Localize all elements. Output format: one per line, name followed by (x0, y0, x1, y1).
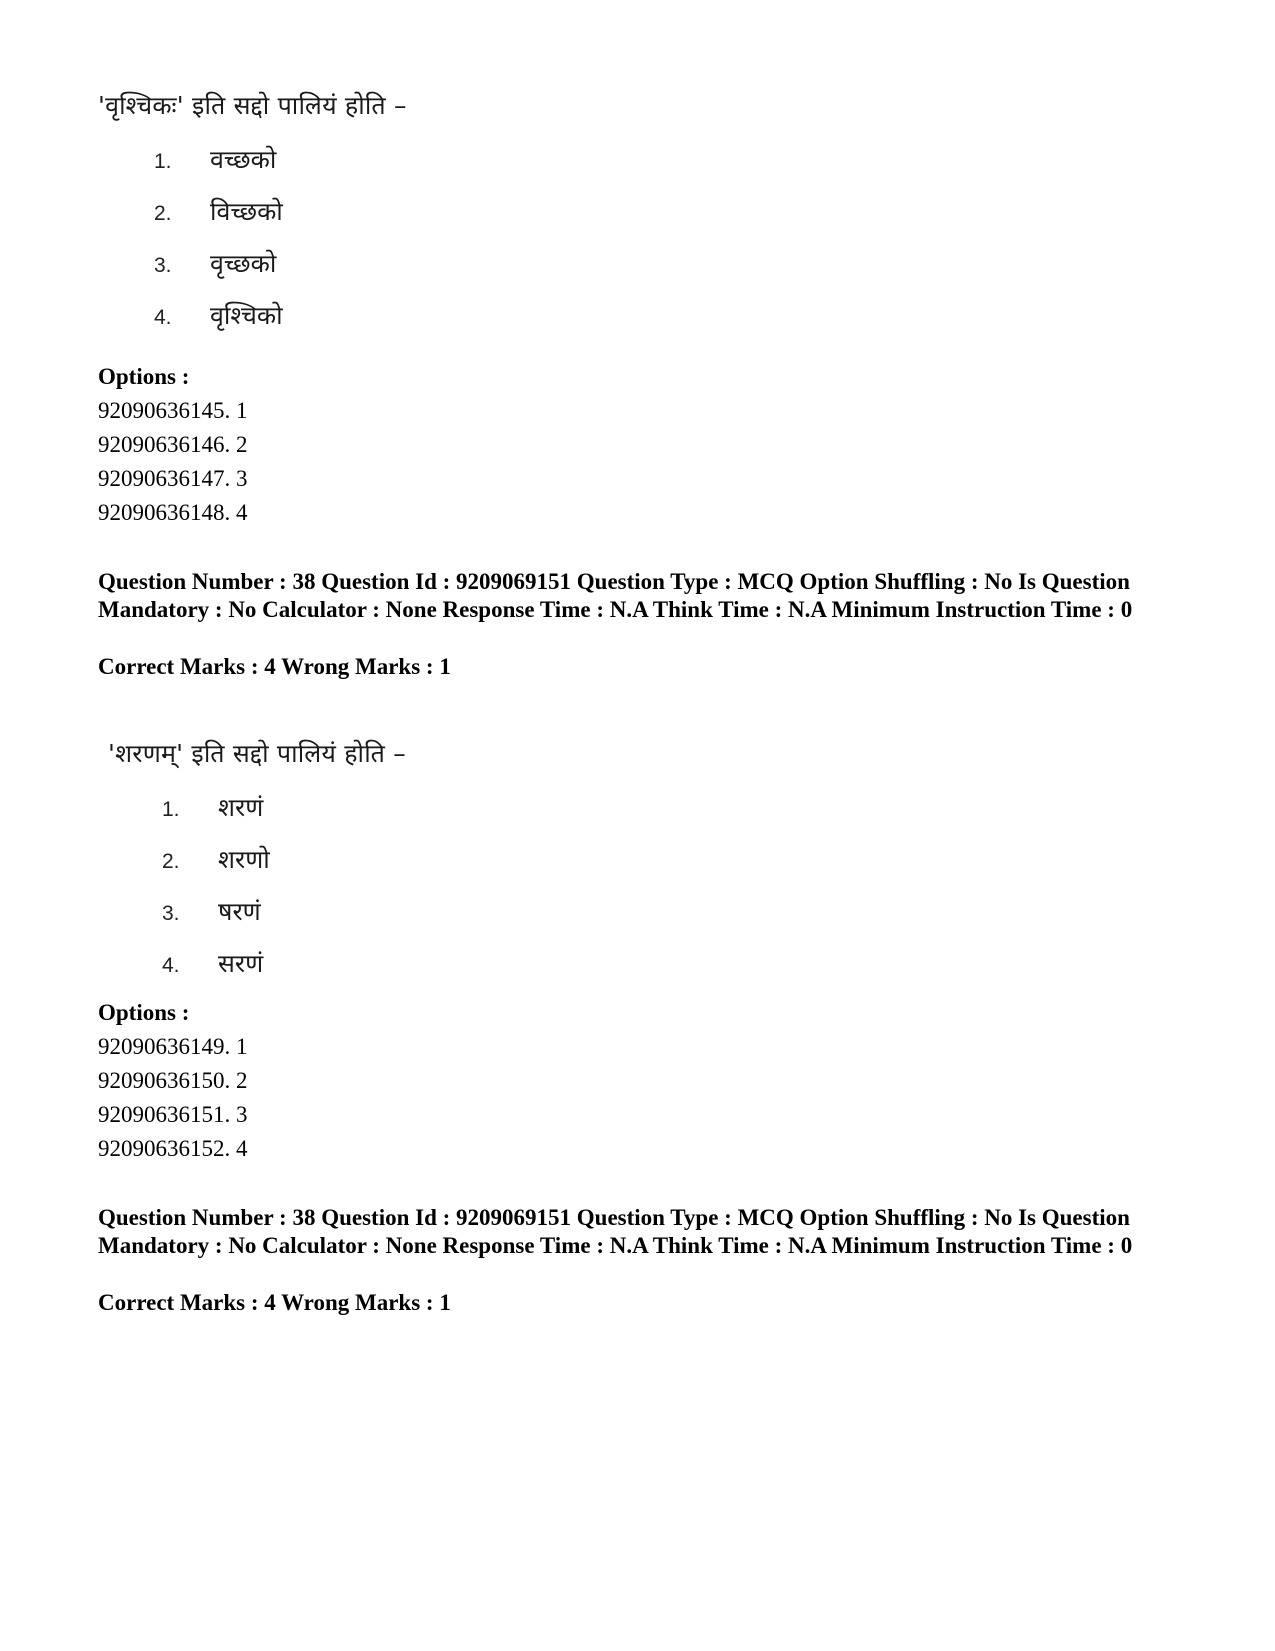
choice-text: शरणं (218, 793, 264, 822)
choice-text: सरणं (218, 949, 264, 978)
options-heading: Options : (98, 364, 190, 389)
choice-number: 4. (154, 306, 172, 329)
choice-item-3 (162, 894, 261, 928)
choice-text: वच्छको (210, 145, 277, 174)
marks-line-1: Correct Marks : 4 Wrong Marks : 1 (98, 654, 451, 679)
option-row: 92090636147. 3 (98, 466, 248, 491)
question-image-1 (98, 88, 558, 348)
choice-number: 4. (162, 954, 180, 977)
options-list-2 (98, 996, 248, 1166)
marks-line-2: Correct Marks : 4 Wrong Marks : 1 (98, 1290, 451, 1315)
options-heading: Options : (98, 1000, 190, 1025)
option-row: 92090636145. 1 (98, 398, 248, 423)
choice-number: 3. (162, 902, 180, 925)
question-meta-1: Question Number : 38 Question Id : 9209069151 Question Type : MCQ Option Shuffling : No Is Question Mandatory : No Calculator : None Response Time : N.A Think Time : N.A Minimum Instruction Time : 0 (98, 569, 1133, 622)
choice-item-4 (162, 946, 263, 980)
option-row: 92090636146. 2 (98, 432, 248, 457)
question-stem: 'वृश्चिकः' इति सद्दो पालियं होति – (98, 91, 407, 120)
choice-text: वृच्छको (210, 249, 277, 278)
choice-text: वृश्चिको (210, 301, 283, 330)
option-row: 92090636152. 4 (98, 1136, 248, 1161)
option-row: 92090636148. 4 (98, 500, 248, 525)
choice-item-2 (162, 842, 270, 876)
option-row: 92090636150. 2 (98, 1068, 248, 1093)
choice-text: शरणो (218, 845, 270, 874)
question-meta-2: Question Number : 38 Question Id : 9209069151 Question Type : MCQ Option Shuffling : No Is Question Mandatory : No Calculator : None Response Time : N.A Think Time : N.A Minimum Instruction Time : 0 (98, 1205, 1133, 1258)
choice-item-1 (162, 790, 263, 824)
option-row: 92090636151. 3 (98, 1102, 248, 1127)
question-image-2 (108, 736, 568, 996)
choice-text: षरणं (218, 897, 261, 926)
choice-item-1 (154, 142, 276, 176)
choice-number: 1. (154, 150, 172, 173)
choice-number: 2. (154, 202, 172, 225)
choice-number: 3. (154, 254, 172, 277)
choice-item-3 (154, 246, 276, 280)
choice-number: 2. (162, 850, 180, 873)
question-stem: 'शरणम्' इति सद्दो पालियं होति – (108, 739, 406, 768)
choice-text: विच्छको (210, 197, 283, 226)
choice-item-2 (154, 194, 283, 228)
choice-item-4 (154, 298, 283, 332)
options-list-1 (98, 360, 248, 530)
option-row: 92090636149. 1 (98, 1034, 248, 1059)
choice-number: 1. (162, 798, 180, 821)
